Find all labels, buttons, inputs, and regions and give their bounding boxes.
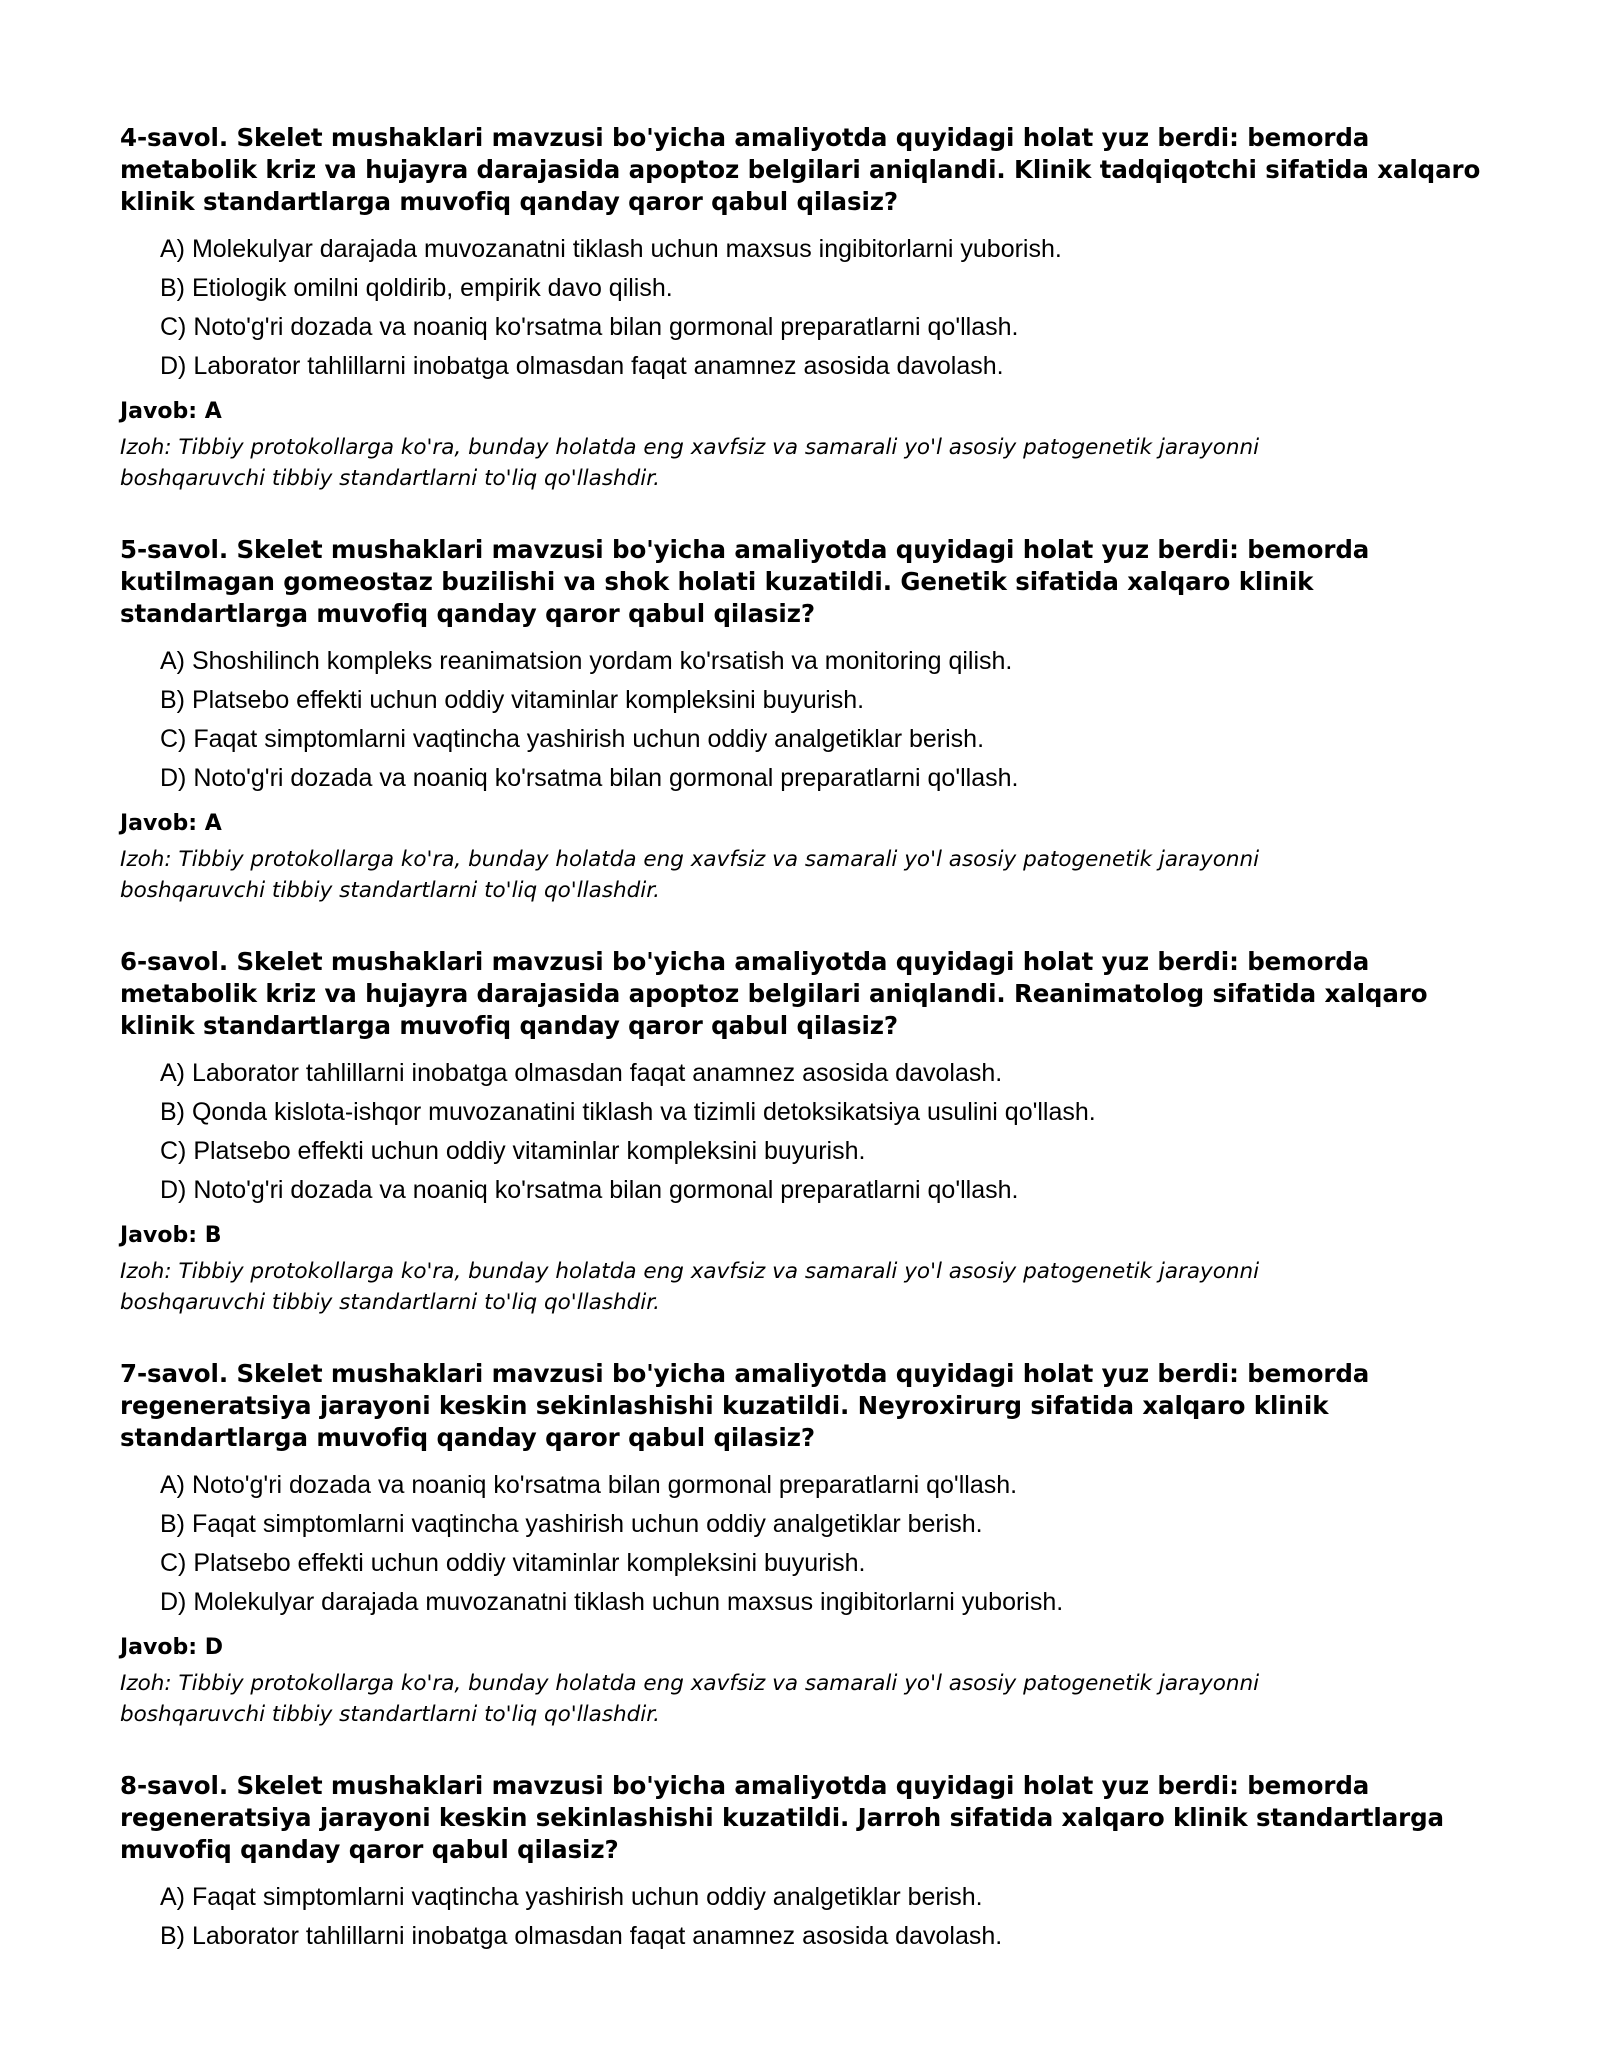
answer-options — [160, 1878, 1500, 1956]
option-b: B) Platsebo effekti uchun oddiy vitaminlar kompleksini buyurish. — [160, 686, 865, 714]
question-8 — [120, 1770, 1500, 1956]
option-d: D) Noto'g'ri dozada va noaniq ko'rsatma bilan gormonal preparatlarni qo'llash. — [160, 764, 1019, 792]
question-4 — [120, 122, 1500, 494]
question-title: 4-savol. Skelet mushaklari mavzusi bo'yicha amaliyotda quyidagi holat yuz berdi: bemorda metabolik kriz va hujayra darajasida apoptoz belgilari aniqlandi. Klinik tadqiqotchi sifatida xalqaro klinik standartlarga muvofiq qanday qaror qabul qilasiz? — [120, 123, 1481, 216]
question-7 — [120, 1358, 1500, 1730]
option-d: D) Noto'g'ri dozada va noaniq ko'rsatma bilan gormonal preparatlarni qo'llash. — [160, 1176, 1019, 1204]
answer-key: Javob: A — [120, 811, 222, 836]
option-c: C) Faqat simptomlarni vaqtincha yashirish uchun oddiy analgetiklar berish. — [160, 725, 985, 753]
answer-key: Javob: B — [120, 1223, 222, 1248]
explanation: Izoh: Tibbiy protokollarga ko'ra, bunday holatda eng xavfsiz va samarali yo'l asosiy patogenetik jarayonni boshqaruvchi tibbiy standartlarni to'liq qo'llashdir. — [120, 847, 1260, 903]
option-a: A) Noto'g'ri dozada va noaniq ko'rsatma bilan gormonal preparatlarni qo'llash. — [160, 1471, 1018, 1499]
answer-options — [160, 1054, 1500, 1210]
question-title: 6-savol. Skelet mushaklari mavzusi bo'yicha amaliyotda quyidagi holat yuz berdi: bemorda metabolik kriz va hujayra darajasida apoptoz belgilari aniqlandi. Reanimatolog sifatida xalqaro klinik standartlarga muvofiq qanday qaror qabul qilasiz? — [120, 947, 1428, 1040]
question-5 — [120, 534, 1500, 906]
option-a: A) Laborator tahlillarni inobatga olmasdan faqat anamnez asosida davolash. — [160, 1059, 1003, 1087]
answer-key: Javob: D — [120, 1635, 223, 1660]
option-d: D) Molekulyar darajada muvozanatni tiklash uchun maxsus ingibitorlarni yuborish. — [160, 1588, 1064, 1616]
option-c: C) Platsebo effekti uchun oddiy vitaminlar kompleksini buyurish. — [160, 1137, 866, 1165]
question-6 — [120, 946, 1500, 1318]
option-c: C) Platsebo effekti uchun oddiy vitaminlar kompleksini buyurish. — [160, 1549, 866, 1577]
option-c: C) Noto'g'ri dozada va noaniq ko'rsatma bilan gormonal preparatlarni qo'llash. — [160, 313, 1019, 341]
question-title: 8-savol. Skelet mushaklari mavzusi bo'yicha amaliyotda quyidagi holat yuz berdi: bemorda regeneratsiya jarayoni keskin sekinlashishi kuzatildi. Jarroh sifatida xalqaro klinik standartlarga muvofiq qanday qaror qabul qilasiz? — [120, 1771, 1444, 1864]
answer-options — [160, 1466, 1500, 1622]
option-a: A) Shoshilinch kompleks reanimatsion yordam ko'rsatish va monitoring qilish. — [160, 647, 1013, 675]
explanation: Izoh: Tibbiy protokollarga ko'ra, bunday holatda eng xavfsiz va samarali yo'l asosiy patogenetik jarayonni boshqaruvchi tibbiy standartlarni to'liq qo'llashdir. — [120, 435, 1260, 491]
option-a: A) Molekulyar darajada muvozanatni tiklash uchun maxsus ingibitorlarni yuborish. — [160, 235, 1062, 263]
question-title: 7-savol. Skelet mushaklari mavzusi bo'yicha amaliyotda quyidagi holat yuz berdi: bemorda regeneratsiya jarayoni keskin sekinlashishi kuzatildi. Neyroxirurg sifatida xalqaro klinik standartlarga muvofiq qanday qaror qabul qilasiz? — [120, 1359, 1370, 1452]
option-b: B) Qonda kislota-ishqor muvozanatini tiklash va tizimli detoksikatsiya usulini qo'llash. — [160, 1098, 1096, 1126]
answer-options — [160, 642, 1500, 798]
explanation: Izoh: Tibbiy protokollarga ko'ra, bunday holatda eng xavfsiz va samarali yo'l asosiy patogenetik jarayonni boshqaruvchi tibbiy standartlarni to'liq qo'llashdir. — [120, 1259, 1260, 1315]
question-title: 5-savol. Skelet mushaklari mavzusi bo'yicha amaliyotda quyidagi holat yuz berdi: bemorda kutilmagan gomeostaz buzilishi va shok holati kuzatildi. Genetik sifatida xalqaro klinik standartlarga muvofiq qanday qaror qabul qilasiz? — [120, 535, 1370, 628]
option-b: B) Etiologik omilni qoldirib, empirik davo qilish. — [160, 274, 673, 302]
answer-key: Javob: A — [120, 399, 222, 424]
explanation: Izoh: Tibbiy protokollarga ko'ra, bunday holatda eng xavfsiz va samarali yo'l asosiy patogenetik jarayonni boshqaruvchi tibbiy standartlarni to'liq qo'llashdir. — [120, 1671, 1260, 1727]
option-a: A) Faqat simptomlarni vaqtincha yashirish uchun oddiy analgetiklar berish. — [160, 1883, 983, 1911]
answer-options — [160, 230, 1500, 386]
option-d: D) Laborator tahlillarni inobatga olmasdan faqat anamnez asosida davolash. — [160, 352, 1004, 380]
option-b: B) Faqat simptomlarni vaqtincha yashirish uchun oddiy analgetiklar berish. — [160, 1510, 983, 1538]
document-page — [120, 122, 1500, 1996]
option-b: B) Laborator tahlillarni inobatga olmasdan faqat anamnez asosida davolash. — [160, 1922, 1003, 1950]
